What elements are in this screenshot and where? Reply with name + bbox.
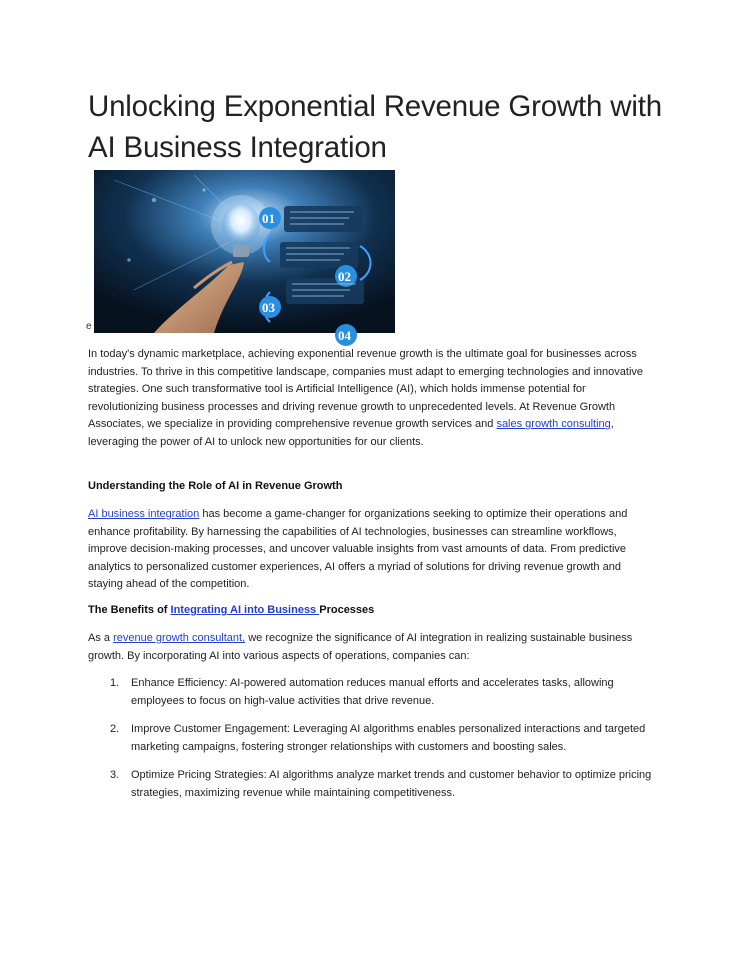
list-item-text: Enhance Efficiency: AI-powered automation reduces manual efforts and accelerates tasks, allowing employees to focus on high-value activities that drive revenue. — [131, 677, 614, 707]
page-title: Unlocking Exponential Revenue Growth with AI Business Integration — [88, 90, 662, 164]
list-item-number: 3. — [110, 769, 120, 782]
list-item-number: 2. — [110, 723, 120, 736]
intro-paragraph — [88, 346, 648, 452]
role-section-heading: Understanding the Role of AI in Revenue Growth — [88, 480, 343, 492]
list-item — [88, 767, 658, 802]
ai-bulb-illustration — [94, 170, 395, 343]
integrating-ai-link[interactable]: Integrating AI into Business — [170, 604, 320, 616]
ai-business-integration-link[interactable]: AI business integration — [88, 508, 200, 520]
role-paragraph — [88, 506, 648, 594]
list-item-text: Optimize Pricing Strategies: AI algorithms analyze market trends and customer behavior to optimize pricing strategies, maximizing revenue while maintaining competitiveness. — [131, 769, 652, 799]
revenue-growth-consultant-link[interactable]: revenue growth consultant, — [113, 632, 246, 644]
benefits-heading-end: Processes — [319, 604, 375, 616]
benefits-text-end: we recognize the significance of AI integration in realizing sustainable business growth. By incorporating AI into various aspects of operations, companies can: — [88, 632, 633, 662]
stray-character: e — [86, 321, 92, 332]
benefits-list — [88, 675, 658, 814]
sales-growth-consulting-link[interactable]: sales growth consulting — [496, 418, 611, 431]
list-item — [88, 675, 658, 710]
benefits-heading-start: The Benefits of — [88, 604, 171, 616]
list-item — [88, 721, 658, 756]
role-text: has become a game-changer for organizations seeking to optimize their operations and enhance profitability. By harnessing the capabilities of AI technologies, businesses can streamline workflows, improve decision-making processes, and uncover valuable insights from vast amounts of data. From predictive analytics to personalized customer experiences, AI offers a myriad of solutions for driving revenue growth and staying ahead of the competition. — [88, 508, 628, 591]
intro-text-start: In today's dynamic marketplace, achieving exponential revenue growth is the ultimate goal for businesses across industries. To thrive in this competitive landscape, companies must adapt to emerging technologies and innovative strategies. One such transformative tool is Artificial Intelligence (AI), which holds immense potential for revolutionizing business processes and driving revenue growth to unprecedented levels. At Revenue Growth Associates, we specialize in providing comprehensive revenue growth services and — [88, 348, 644, 431]
step-03-label: 03 — [262, 300, 275, 315]
step-04-label: 04 — [338, 328, 351, 343]
step-02-label: 02 — [338, 269, 351, 284]
benefits-paragraph — [88, 630, 648, 665]
intro-text-end: , leveraging the power of AI to unlock new opportunities for our clients. — [88, 418, 614, 448]
list-item-text: Improve Customer Engagement: Leveraging AI algorithms enables personalized interactions and targeted marketing campaigns, fostering stronger relationships with customers and boosting sales. — [131, 723, 646, 753]
step-01-label: 01 — [262, 211, 275, 226]
list-item-number: 1. — [110, 677, 120, 689]
benefits-text-start: As a — [88, 632, 114, 644]
hero-image — [94, 170, 395, 343]
benefits-section-heading — [88, 604, 374, 616]
